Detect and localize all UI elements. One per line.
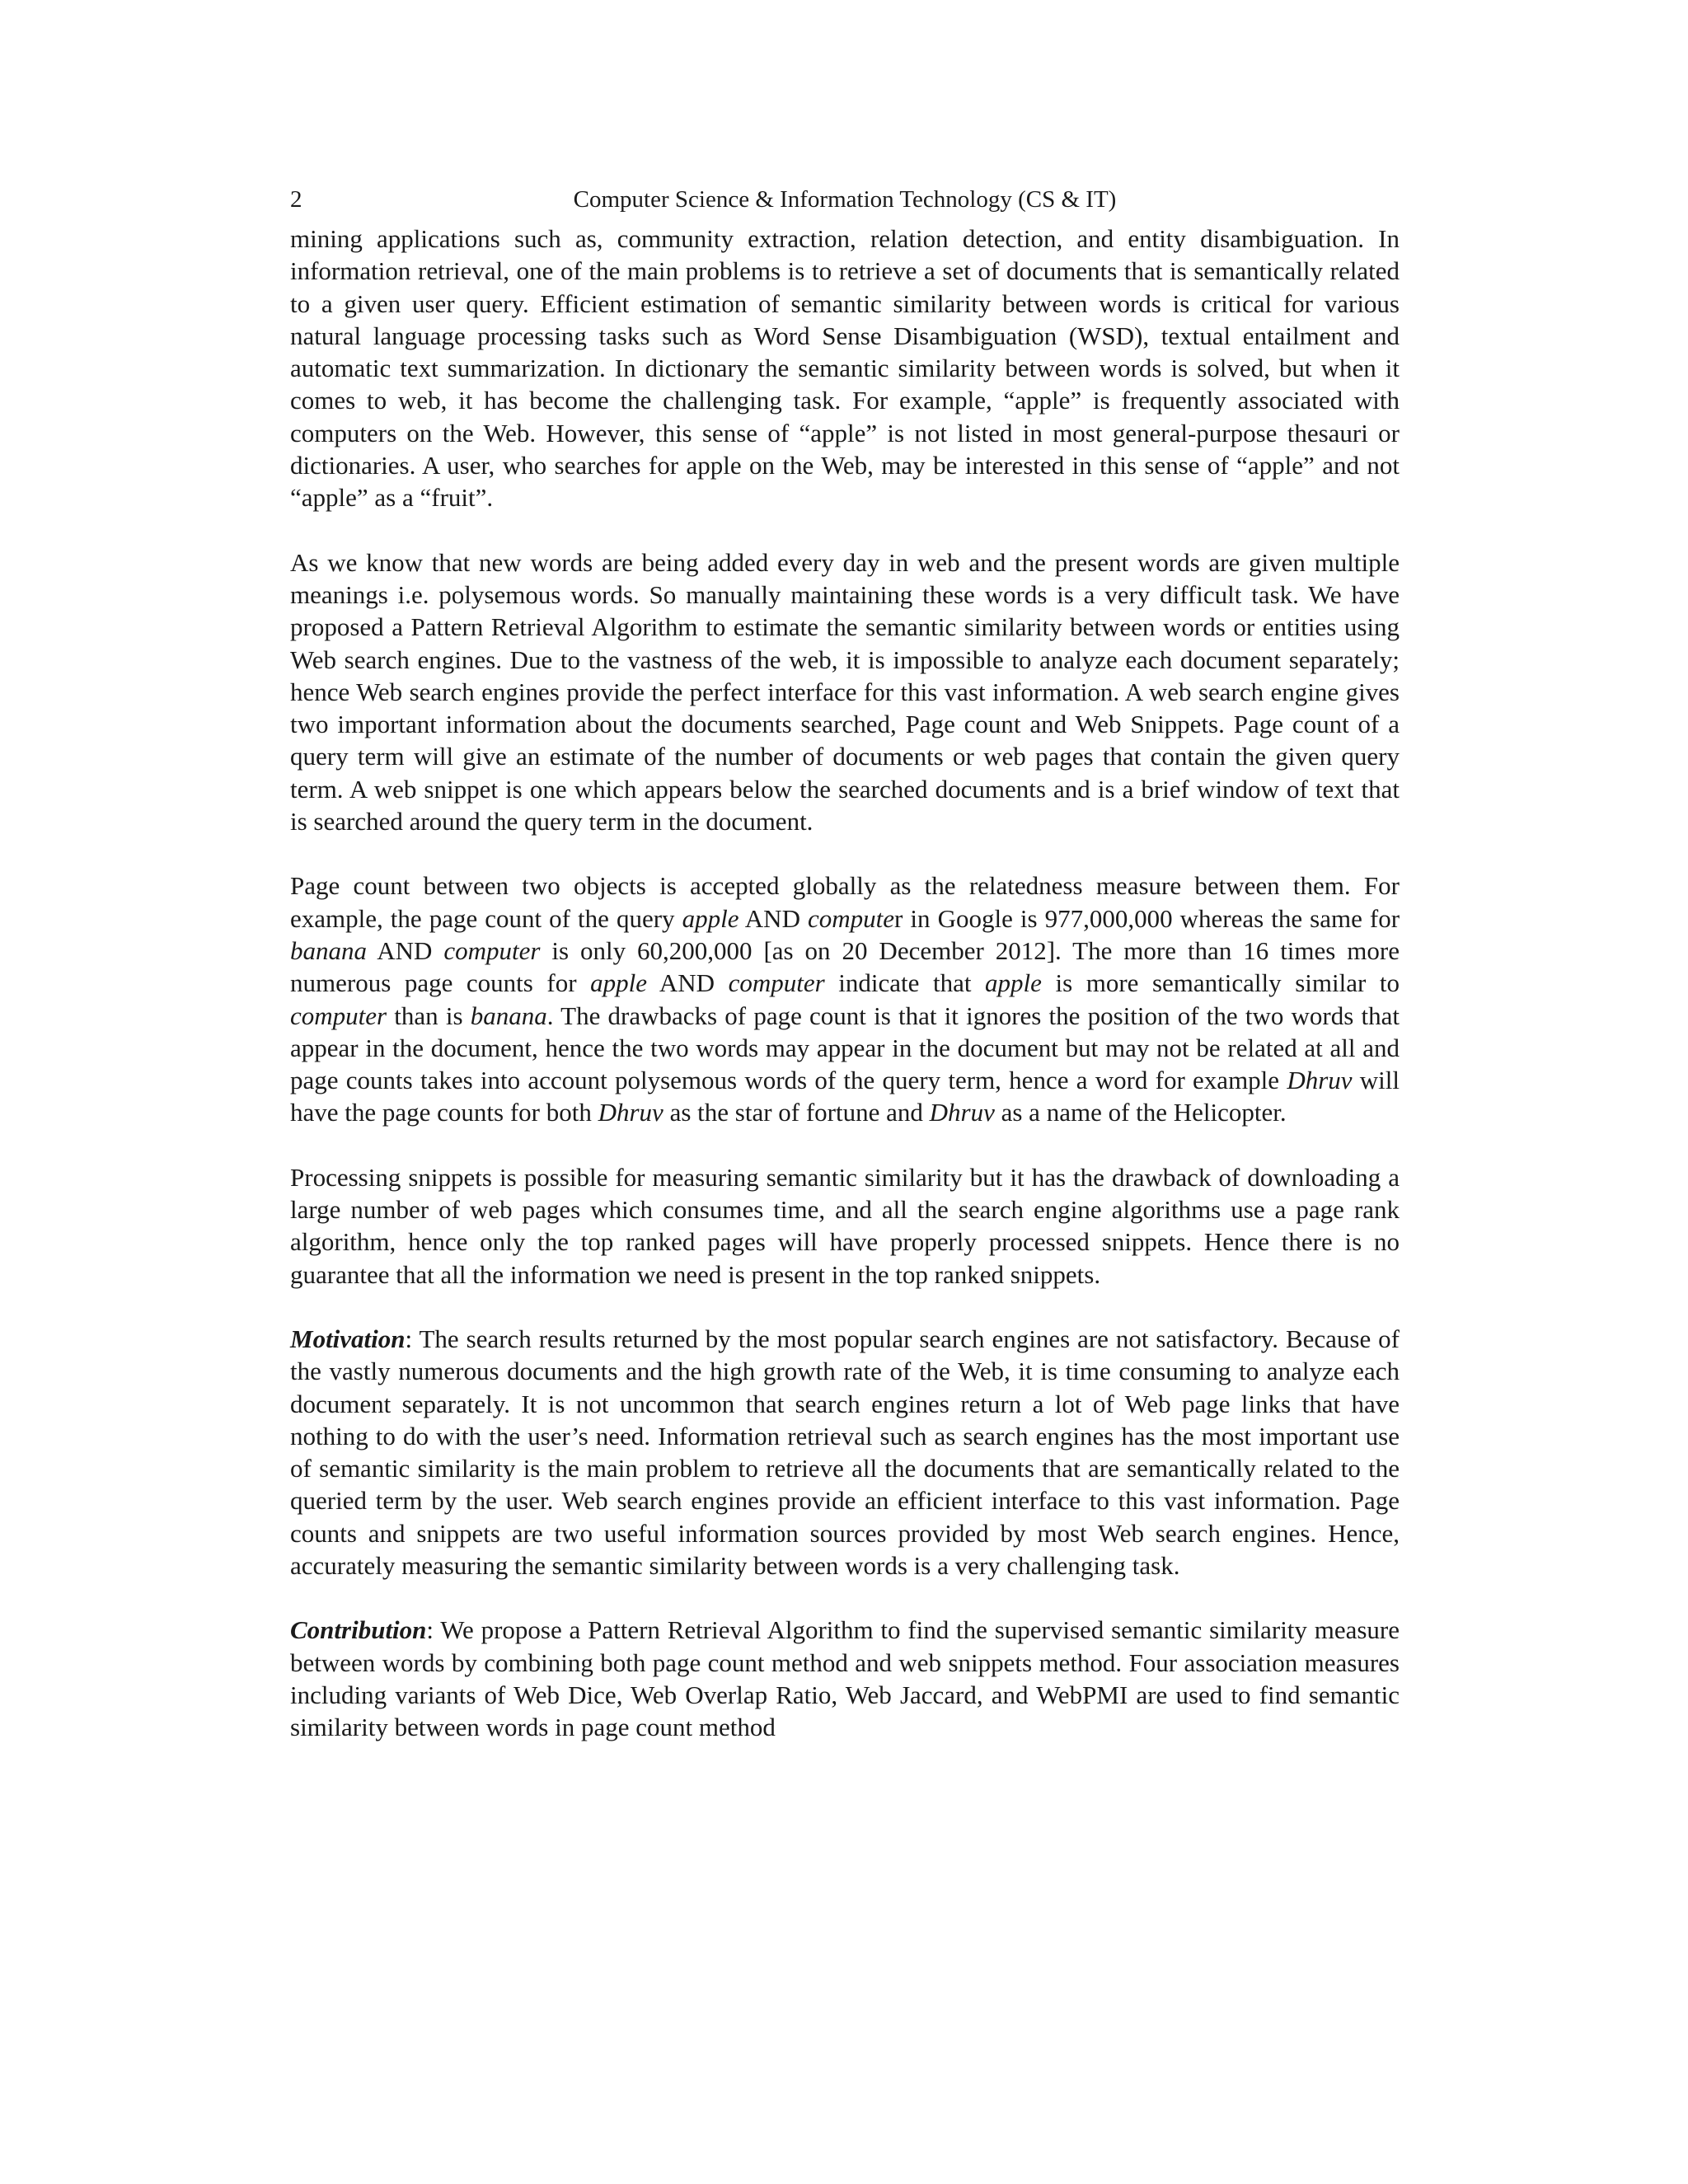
paragraph-contribution (290, 1614, 1400, 1743)
text-span: Page count between two objects is accepted globally as the relatedness measure between them. For example, the page count of the query (290, 871, 1400, 933)
paragraph-new-words: As we know that new words are being added every day in web and the present words are given multiple meanings i.e. polysemous words. So manually maintaining these words is a very difficult task. We have proposed a Pattern Retrieval Algorithm to estimate the semantic similarity between words or entities using Web search engines. Due to the vastness of the web, it is impossible to analyze each document separately; hence Web search engines provide the perfect interface for this vast information. A web search engine gives two important information about the documents searched, Page count and Web Snippets. Page count of a query term will give an estimate of the number of documents or web pages that contain the given query term. A web snippet is one which appears below the searched documents and is a brief window of text that is searched around the query term in the document. (290, 547, 1400, 837)
text-span: will have the page counts for both (290, 1066, 1400, 1127)
paper-page (290, 183, 1400, 1775)
query-term-apple: apple (590, 968, 648, 998)
paragraph-motivation (290, 1323, 1400, 1582)
query-term-apple: apple (985, 968, 1042, 998)
page-number: 2 (290, 186, 302, 213)
query-term-computer: computer (290, 1001, 387, 1030)
query-term-computer: computer (728, 968, 825, 998)
query-term-computer: compute (808, 903, 895, 933)
running-header (290, 183, 1400, 216)
journal-title: Computer Science & Information Technology (CS & IT) (573, 186, 1117, 213)
paragraph-snippets: Processing snippets is possible for measuring semantic similarity but it has the drawback of downloading a large number of web pages which consumes time, and all the search engine algorithms use a page rank algorithm, hence only the top ranked pages will have properly processed snippets. Hence there is no guarantee that all the information we need is present in the top ranked snippets. (290, 1162, 1400, 1289)
query-term-dhruv: Dhruv (598, 1098, 663, 1127)
query-term-dhruv: Dhruv (929, 1098, 995, 1127)
paragraph-intro-continued: mining applications such as, community extraction, relation detection, and entity disambiguation. In information retrieval, one of the main problems is to retrieve a set of documents that is semantically related to a given user query. Efficient estimation of semantic similarity between words is critical for various natural language processing tasks such as Word Sense Disambiguation (WSD), textual entailment and automatic text summarization. In dictionary the semantic similarity between words is solved, but when it comes to web, it has become the challenging task. For example, “apple” is frequently associated with computers on the Web. However, this sense of “apple” is not listed in most general-purpose thesauri or dictionaries. A user, who searches for apple on the Web, may be interested in this sense of “apple” and not “apple” as a “fruit”. (290, 224, 1400, 513)
motivation-heading: Motivation (290, 1324, 406, 1353)
text-span: as a name of the Helicopter. (994, 1098, 1287, 1127)
text-span: than is (387, 1001, 471, 1030)
query-term-banana: banana (470, 1001, 547, 1030)
text-span: r in Google is 977,000,000 whereas the same for (894, 903, 1400, 933)
query-term-computer: computer (443, 935, 541, 965)
paragraph-page-count (290, 869, 1400, 1128)
contribution-text: : We propose a Pattern Retrieval Algorithm to find the supervised semantic similarity measure between words by combining both page count method and web snippets method. Four association measures including variants of Web Dice, Web Overlap Ratio, Web Jaccard, and WebPMI are used to find semantic similarity between words in page count method (290, 1615, 1400, 1742)
text-span: as the star of fortune and (663, 1098, 930, 1127)
text-span: AND (738, 903, 809, 933)
text-span: is only 60,200,000 [as on 20 December 2012]. The more than 16 times more numerous page counts for (290, 935, 1400, 998)
text-span: indicate that (824, 968, 986, 998)
contribution-heading: Contribution (290, 1615, 427, 1645)
query-term-apple: apple (682, 903, 739, 933)
text-span: is more semantically similar to (1041, 968, 1400, 998)
motivation-text: : The search results returned by the most popular search engines are not satisfactory. Because of the vastly numerous documents and the high growth rate of the Web, it is time consuming to analyze each document separately. It is not uncommon that search engines return a lot of Web page links that have nothing to do with the user’s need. Information retrieval such as search engines has the most important use of semantic similarity is the main problem to retrieve all the documents that are semantically related to the queried term by the user. Web search engines provide an efficient interface to this vast information. Page counts and snippets are two useful information sources provided by most Web search engines. Hence, accurately measuring the semantic similarity between words is a very challenging task. (290, 1324, 1400, 1580)
query-term-dhruv: Dhruv (1287, 1066, 1353, 1095)
text-span: . The drawbacks of page count is that it ignores the position of the two words that appear in the document, hence the two words may appear in the document but may not be related at all and page counts takes into account polysemous words of the query term, hence a word for example (290, 1001, 1400, 1095)
text-span: AND (647, 968, 729, 998)
text-span: AND (367, 935, 444, 965)
query-term-banana: banana (290, 935, 367, 965)
